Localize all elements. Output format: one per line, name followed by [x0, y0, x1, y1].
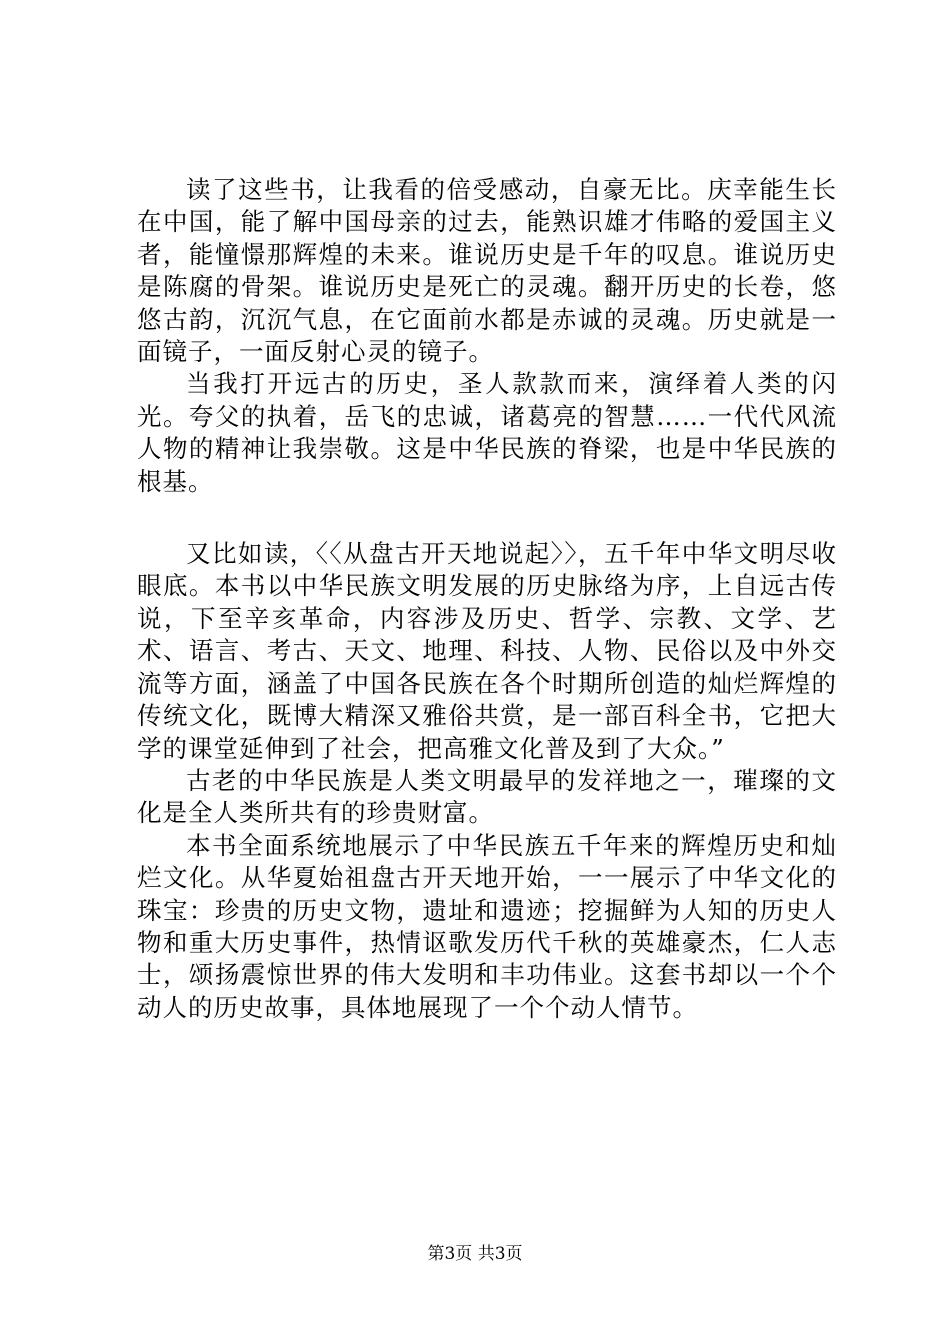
paragraph-book-summary: 本书全面系统地展示了中华民族五千年来的辉煌历史和灿烂文化。从华夏始祖盘古开天地开始，一一展示了中华文化的珠宝：珍贵的历史文物，遗址和遗迹；挖掘鲜为人知的历史人物和重大历史事件，热情讴歌发历代千秋的英雄豪杰，仁人志士，颂扬震惊世界的伟大发明和丰功伟业。这套书却以一个个动人的历史故事，具体地展现了一个个动人情节。 — [137, 830, 837, 1022]
paragraph-ancient-history: 当我打开远古的历史，圣人款款而来，演绎着人类的闪光。夸父的执着，岳飞的忠诚，诸葛亮的智慧……一代代风流人物的精神让我崇敬。这是中华民族的脊梁，也是中华民族的根基。 — [137, 369, 837, 496]
paragraph-chinese-civilization: 古老的中华民族是人类文明最早的发祥地之一，璀璨的文化是全人类所共有的珍贵财富。 — [137, 765, 837, 828]
paragraph-reading-reflection: 读了这些书，让我看的倍受感动，自豪无比。庆幸能生长在中国，能了解中国母亲的过去，能熟识雄才伟略的爱国主义者，能憧憬那辉煌的未来。谁说历史是千年的叹息。谁说历史是陈腐的骨架。谁说历史是死亡的灵魂。翻开历史的长卷，悠悠古韵，沉沉气息，在它面前水都是赤诚的灵魂。历史就是一面镜子，一面反射心灵的镜子。 — [137, 175, 837, 367]
page-footer: 第3页 共3页 — [427, 1244, 523, 1264]
paragraph-book-pangu: 又比如读，〈〈从盘古开天地说起〉〉，五千年中华文明尽收眼底。本书以中华民族文明发展的历史脉络为序，上自远古传说，下至辛亥革命，内容涉及历史、哲学、宗教、文学、艺术、语言、考古、天文、地理、科技、人物、民俗以及中外交流等方面，涵盖了中国各民族在各个时期所创造的灿烂辉煌的传统文化，既博大精深又雅俗共赏，是一部百科全书，它把大学的课堂延伸到了社会，把高雅文化普及到了大众。” — [137, 539, 837, 763]
document-body — [137, 174, 837, 1024]
